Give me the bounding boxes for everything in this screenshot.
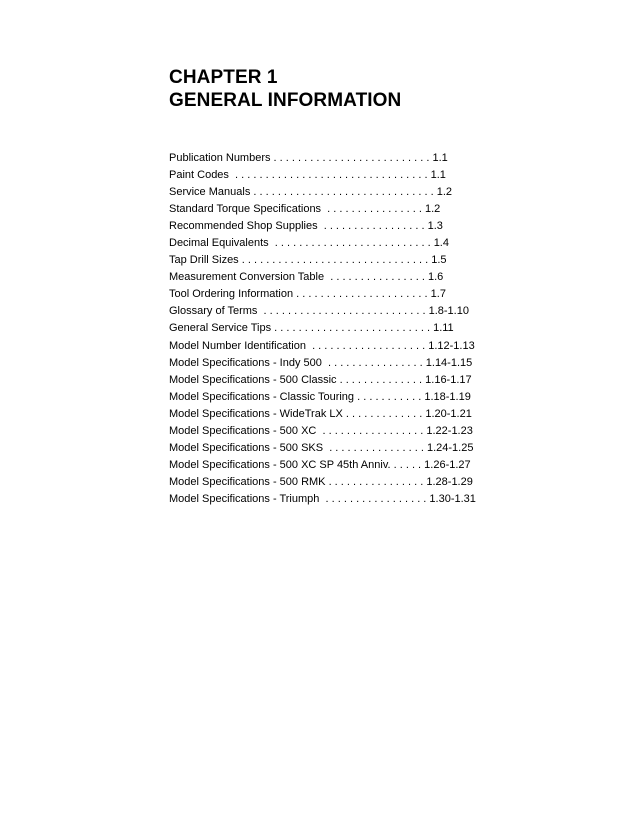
toc-entry: Model Specifications - 500 SKS . . . . . . . . . . . . . . . . 1.24-1.25	[169, 441, 474, 454]
toc-entry: Publication Numbers . . . . . . . . . . . . . . . . . . . . . . . . . . 1.1	[169, 152, 448, 164]
toc-entry: Model Specifications - 500 Classic . . . . . . . . . . . . . . 1.16-1.17	[169, 373, 472, 386]
toc-entry: Model Specifications - WideTrak LX . . . . . . . . . . . . . 1.20-1.21	[169, 407, 472, 420]
toc-entry: Service Manuals . . . . . . . . . . . . . . . . . . . . . . . . . . . . . . 1.2	[169, 186, 453, 199]
toc-entry: Tap Drill Sizes . . . . . . . . . . . . . . . . . . . . . . . . . . . . . . . 1.5	[169, 254, 447, 267]
toc-entry: Model Specifications - Indy 500 . . . . . . . . . . . . . . . . 1.14-1.15	[169, 356, 473, 369]
toc-entry: Standard Torque Specifications . . . . . . . . . . . . . . . . 1.2	[169, 203, 441, 216]
toc-entry: Measurement Conversion Table . . . . . . . . . . . . . . . . 1.6	[169, 271, 444, 284]
toc-entry: Decimal Equivalents . . . . . . . . . . . . . . . . . . . . . . . . . . 1.4	[169, 237, 449, 250]
toc-entry: Tool Ordering Information . . . . . . . . . . . . . . . . . . . . . . 1.7	[169, 288, 446, 301]
toc-entry: Glossary of Terms . . . . . . . . . . . . . . . . . . . . . . . . . . . 1.8-1.10	[169, 305, 469, 318]
chapter-heading	[169, 66, 401, 112]
toc-entry: General Service Tips . . . . . . . . . . . . . . . . . . . . . . . . . . 1.11	[169, 322, 454, 335]
toc-entry: Model Specifications - 500 XC . . . . . . . . . . . . . . . . . 1.22-1.23	[169, 424, 473, 437]
chapter-title: GENERAL INFORMATION	[169, 90, 402, 111]
toc-entry: Recommended Shop Supplies . . . . . . . . . . . . . . . . . 1.3	[169, 220, 443, 233]
toc-entry: Model Specifications - 500 XC SP 45th Anniv. . . . . . 1.26-1.27	[169, 458, 471, 471]
toc-entry: Model Specifications - Classic Touring . . . . . . . . . . . 1.18-1.19	[169, 390, 471, 403]
table-of-contents	[169, 150, 476, 508]
toc-entry: Paint Codes . . . . . . . . . . . . . . . . . . . . . . . . . . . . . . . . 1.1	[169, 169, 446, 182]
toc-entry: Model Specifications - Triumph . . . . . . . . . . . . . . . . . 1.30-1.31	[169, 492, 476, 505]
toc-entry: Model Number Identification . . . . . . . . . . . . . . . . . . . 1.12-1.13	[169, 339, 475, 352]
chapter-number: CHAPTER 1	[169, 67, 278, 88]
toc-entry: Model Specifications - 500 RMK . . . . . . . . . . . . . . . . 1.28-1.29	[169, 475, 473, 488]
